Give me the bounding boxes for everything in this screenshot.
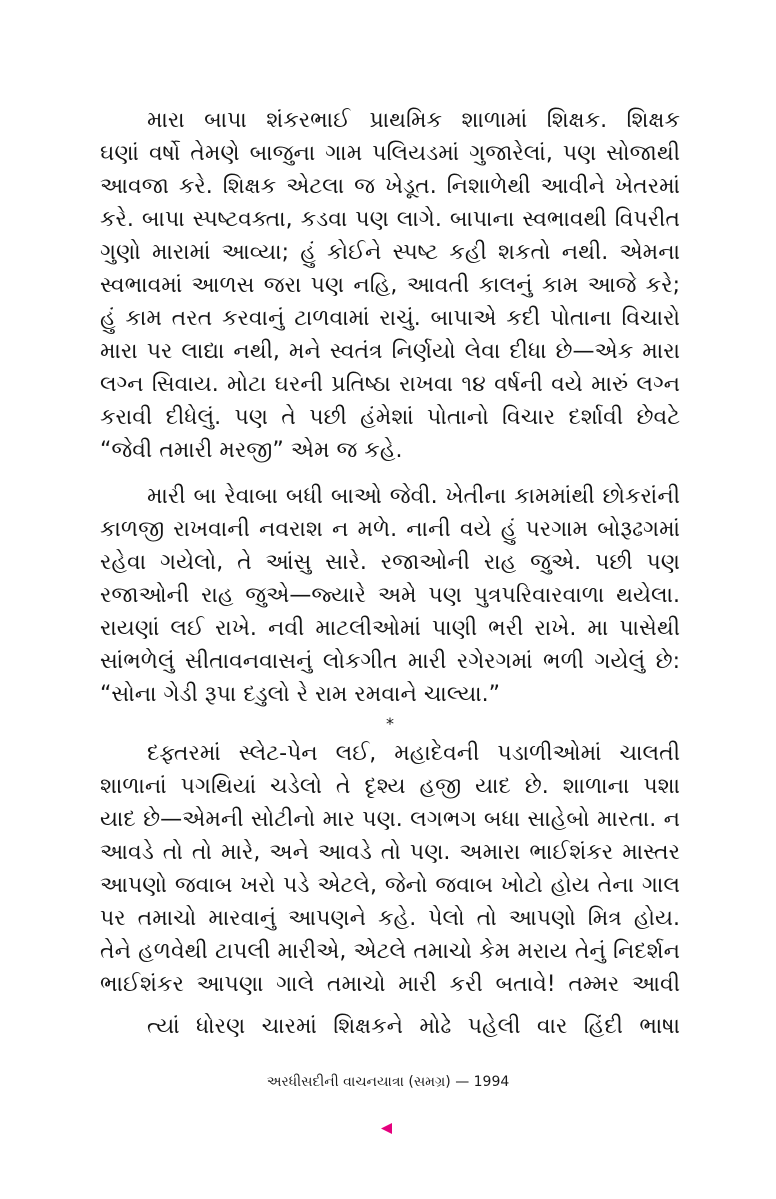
text-line: ગુણો મારામાં આવ્યા; હું કોઈને સ્પષ્ટ કહી શકતો નથી. એમના xyxy=(100,240,680,265)
text-line: સાંભળેલું સીતાવનવાસનું લોકગીત મારી રગેરગમાં ભળી ગયેલું છે: xyxy=(100,649,680,674)
book-title: અરધીસદીની વાચનયાત્રા (સમગ્ર) xyxy=(266,1074,451,1090)
text-line: આવડે તો તો મારે, અને આવડે તો પણ. અમારા ભાઈશંકર માસ્તર xyxy=(100,840,680,865)
paragraph xyxy=(100,480,680,711)
text-line: ઘણાં વર્ષો તેમણે બાજુના ગામ પલિયડમાં ગુજારેલાં, પણ સોજાથી xyxy=(100,141,680,166)
text-line: આવજા કરે. શિક્ષક એટલા જ ખેડૂત. નિશાળેથી આવીને ખેતરમાં xyxy=(100,174,680,199)
page-body xyxy=(100,104,680,1043)
text-line: આપણો જવાબ ખરો પડે એટલે, જેનો જવાબ ખોટો હોય તેના ગાલ xyxy=(100,873,680,898)
text-line: લગ્ન સિવાય. મોટા ઘરની પ્રતિષ્ઠા રાખવા ૧૪ વર્ષની વયે મારું લગ્ન xyxy=(100,372,680,397)
text-line: સ્વભાવમાં આળસ જરા પણ નહિ, આવતી કાલનું કામ આજે કરે; xyxy=(100,273,680,298)
text-line: “સોના ગેડી રૂપા દડુલો રે રામ રમવાને ચાલ્યા.” xyxy=(100,682,501,707)
text-line: મારા બાપા શંકરભાઈ પ્રાથમિક શાળામાં શિક્ષક. શિક્ષક xyxy=(147,108,680,133)
page-number: 1994 xyxy=(473,1074,510,1090)
text-line: રહેવા ગયેલો, તે આંસુ સારે. રજાઓની રાહ જુએ. પછી પણ xyxy=(100,550,680,575)
text-line: “જેવી તમારી મરજી” એમ જ કહે. xyxy=(100,438,403,463)
text-line: યાદ છે—એમની સોટીનો માર પણ. લગભગ બધા સાહેબો મારતા. ન xyxy=(100,807,680,832)
text-line: રજાઓની રાહ જુએ—જ્યારે અમે પણ પુત્રપરિવારવાળા થયેલા. xyxy=(100,583,680,608)
previous-page-button[interactable] xyxy=(380,1122,393,1135)
text-line: મારી બા રેવાબા બધી બાઓ જેવી. ખેતીના કામમાંથી છોકરાંની xyxy=(147,484,680,509)
text-line: ભાઈશંકર આપણા ગાલે તમાચો મારી કરી બતાવે! તમ્મર આવી xyxy=(100,972,680,997)
left-triangle-icon[interactable] xyxy=(380,1122,393,1135)
text-line: રાયણાં લઈ રાખે. નવી માટલીઓમાં પાણી ભરી રાખે. મા પાસેથી xyxy=(100,616,680,641)
footer-dash: — xyxy=(455,1074,470,1090)
text-line: કરે. બાપા સ્પષ્ટવક્તા, કડવા પણ લાગે. બાપાના સ્વભાવથી વિપરીત xyxy=(100,207,680,232)
text-line: શાળાનાં પગથિયાં ચડેલો તે દૃશ્ય હજી યાદ છે. શાળાના પશા xyxy=(100,774,680,799)
text-line: તેને હળવેથી ટાપલી મારીએ, એટલે તમાચો કેમ મરાય તેનું નિદર્શન xyxy=(100,939,680,964)
text-line: મારા પર લાદ્યા નથી, મને સ્વતંત્ર નિર્ણયો લેવા દીધા છે—એક મારા xyxy=(100,339,680,364)
text-line: હું કામ તરત કરવાનું ટાળવામાં રાચું. બાપાએ કદી પોતાના વિચારો xyxy=(100,306,680,331)
paragraph xyxy=(100,104,680,467)
paragraph xyxy=(100,1010,680,1043)
paragraph xyxy=(100,737,680,1001)
text-line: દફ્તરમાં સ્લેટ-પેન લઈ, મહાદેવની પડાળીઓમાં ચાલતી xyxy=(147,741,680,766)
text-line: ત્યાં ધોરણ ચારમાં શિક્ષકને મોઢે પહેલી વાર હિંદી ભાષા xyxy=(147,1014,680,1039)
left-triangle-shape xyxy=(381,1123,392,1134)
text-line: કરાવી દીધેલું. પણ તે પછી હંમેશાં પોતાનો વિચાર દર્શાવી છેવટે xyxy=(100,405,680,430)
page-footer xyxy=(0,1070,776,1094)
section-separator: * xyxy=(386,714,394,733)
text-line: કાળજી રાખવાની નવરાશ ન મળે. નાની વયે હું પરગામ બોરૂઢગમાં xyxy=(100,517,680,542)
text-line: પર તમાચો મારવાનું આપણને કહે. પેલો તો આપણો મિત્ર હોય. xyxy=(100,906,680,931)
